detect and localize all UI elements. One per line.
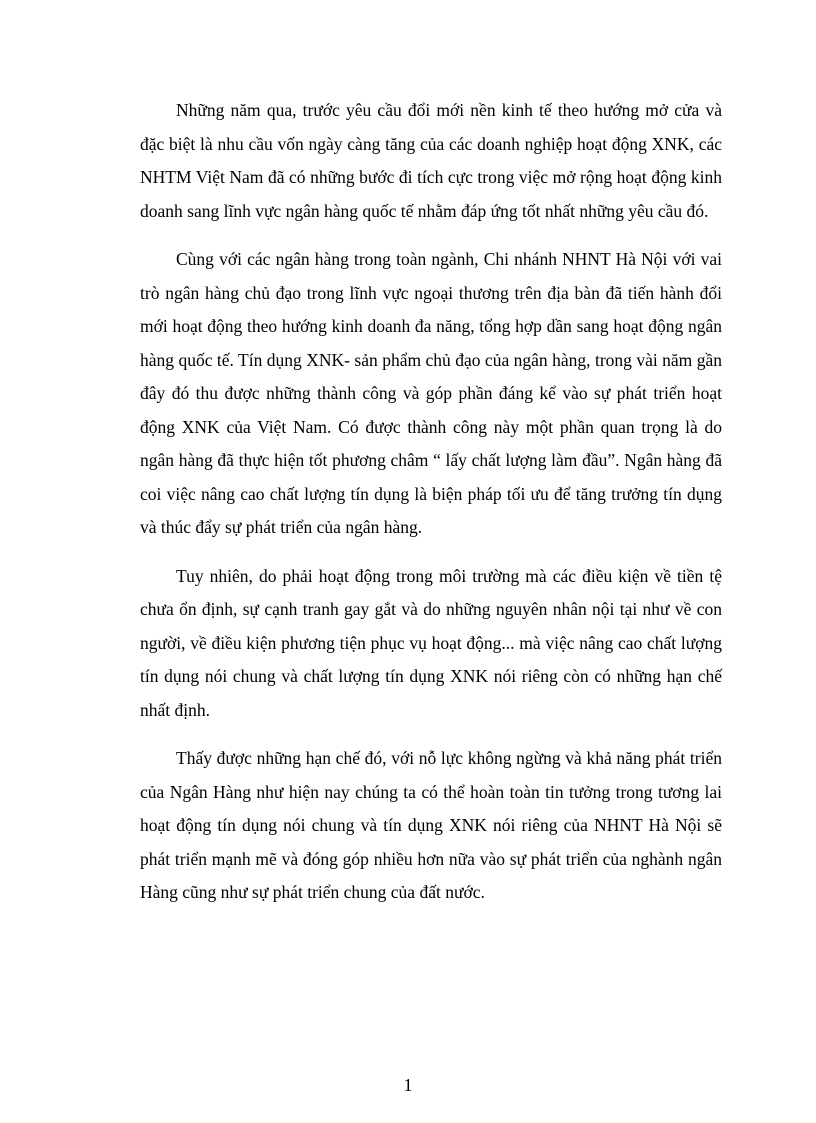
- body-text: [140, 94, 722, 910]
- paragraph-3: Tuy nhiên, do phải hoạt động trong môi trường mà các điều kiện về tiền tệ chưa ổn định, sự cạnh tranh gay gắt và do những nguyên nhân nội tại như về con người, về điều kiện phương tiện phục vụ hoạt động... mà việc nâng cao chất lượng tín dụng nói chung và chất lượng tín dụng XNK nói riêng còn có những hạn chế nhất định.: [140, 565, 722, 720]
- paragraph-2: Cùng với các ngân hàng trong toàn ngành, Chi nhánh NHNT Hà Nội với vai trò ngân hàng chủ đạo trong lĩnh vực ngoại thương trên địa bàn đã tiến hành đổi mới hoạt động theo hướng kinh doanh đa năng, tổng hợp dần sang hoạt động ngân hàng quốc tế. Tín dụng XNK- sản phẩm chủ đạo của ngân hàng, trong vài năm gần đây đó thu được những thành công và góp phần đáng kể vào sự phát triển hoạt động XNK của Việt Nam. Có được thành công này một phần quan trọng là do ngân hàng đã thực hiện tốt phương châm “ lấy chất lượng làm đầu”. Ngân hàng đã coi việc nâng cao chất lượng tín dụng là biện pháp tối ưu để tăng trưởng tín dụng và thúc đẩy sự phát triển của ngân hàng.: [140, 249, 722, 537]
- page-number: 1: [403, 1075, 413, 1095]
- paragraph-4: Thấy được những hạn chế đó, với nỗ lực không ngừng và khả năng phát triển của Ngân Hàng như hiện nay chúng ta có thể hoàn toàn tin tưởng trong tương lai hoạt động tín dụng nói chung và tín dụng XNK nói riêng của NHNT Hà Nội sẽ phát triển mạnh mẽ và đóng góp nhiều hơn nữa vào sự phát triển của nghành ngân Hàng cũng như sự phát triển chung của đất nước.: [140, 748, 722, 902]
- paragraph-1: Những năm qua, trước yêu cầu đổi mới nền kinh tế theo hướng mở cửa và đặc biệt là nhu cầu vốn ngày càng tăng của các doanh nghiệp hoạt động XNK, các NHTM Việt Nam đã có những bước đi tích cực trong việc mở rộng hoạt động kinh doanh sang lĩnh vực ngân hàng quốc tế nhằm đáp ứng tốt nhất những yêu cầu đó.: [140, 100, 722, 221]
